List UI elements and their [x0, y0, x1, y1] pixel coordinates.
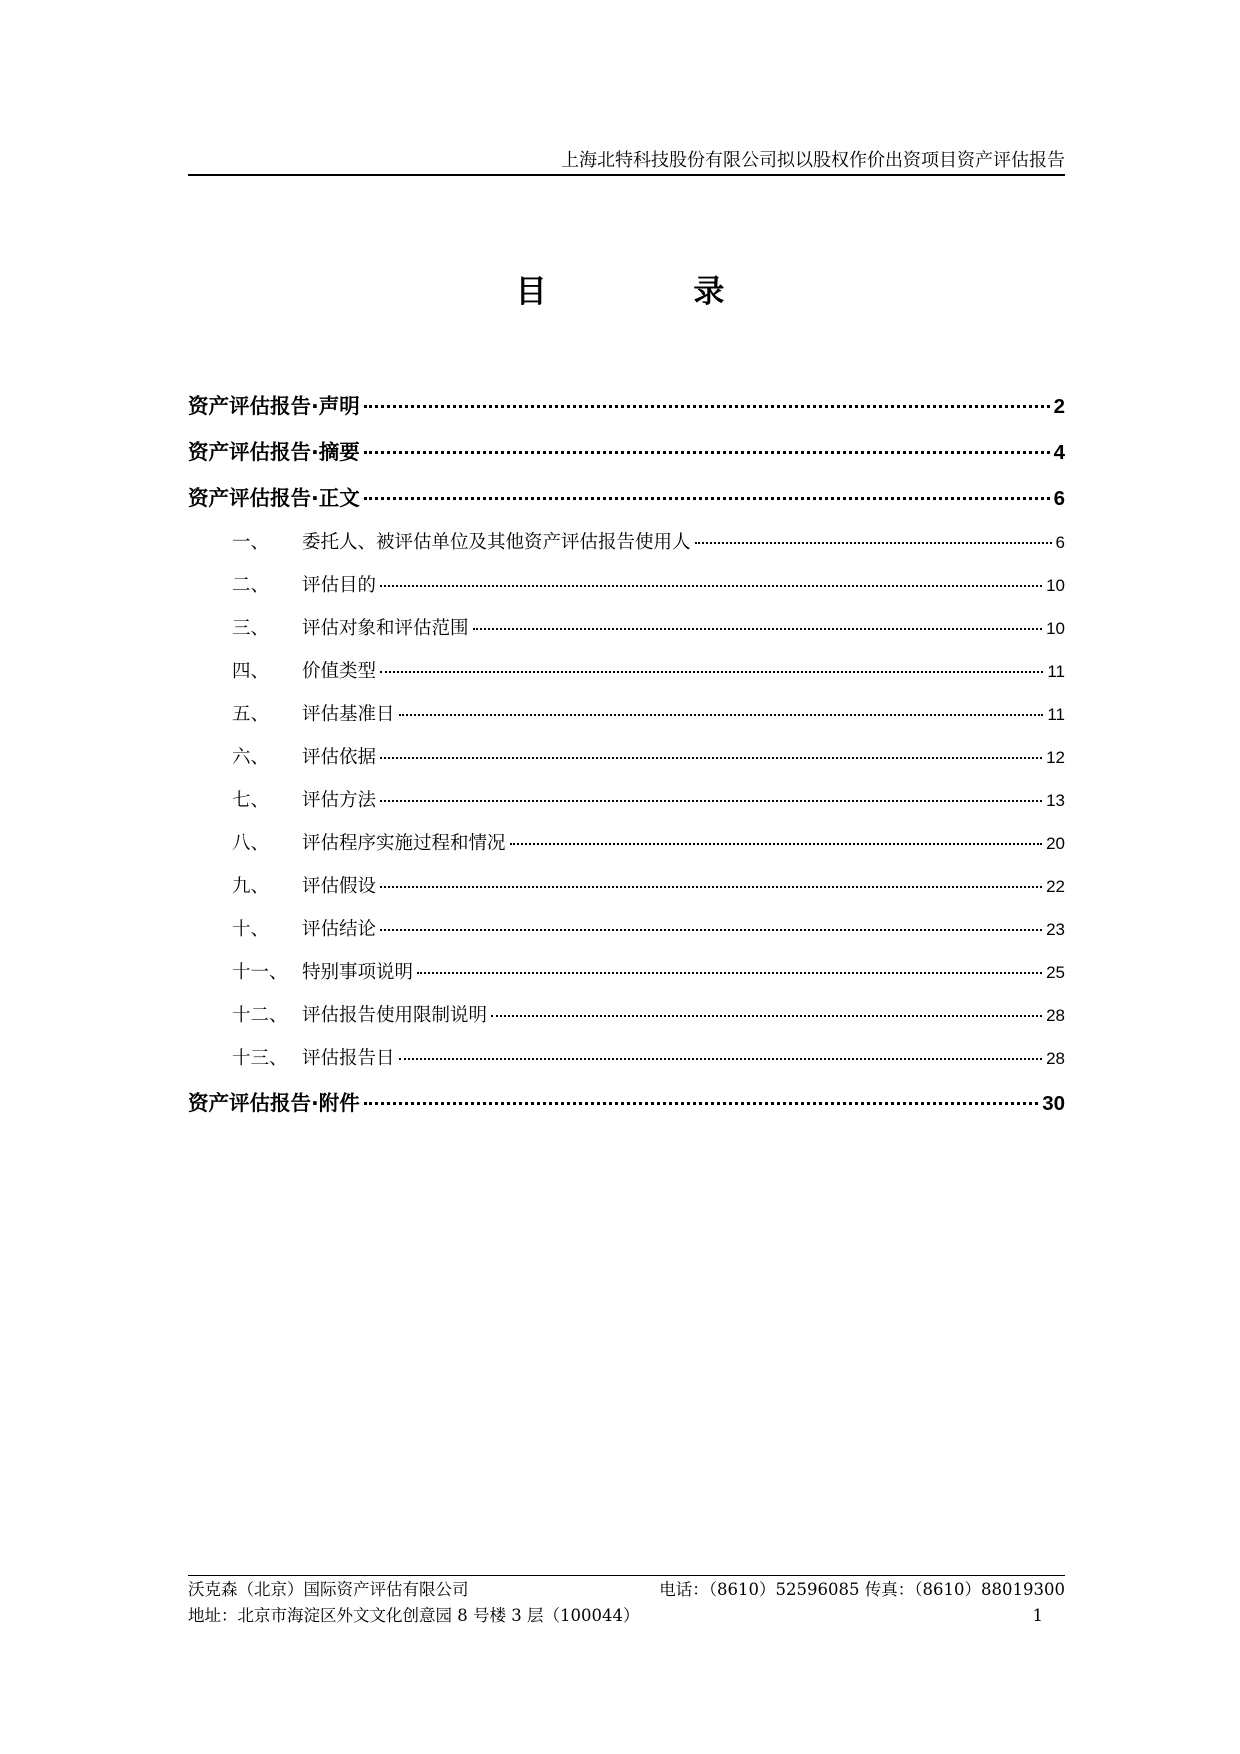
toc-entry[interactable] — [188, 650, 1065, 693]
toc-entry-page: 28 — [1046, 1049, 1065, 1068]
toc-entry-title: 特别事项说明 — [302, 962, 414, 983]
toc-entry[interactable] — [188, 429, 1065, 475]
toc-entry-number: 十一、 — [232, 962, 288, 983]
footer-divider — [188, 1575, 1065, 1576]
toc-entry[interactable] — [188, 865, 1065, 908]
toc-entry-title: 评估报告使用限制说明 — [302, 1005, 488, 1026]
toc-entry-page: 22 — [1046, 877, 1065, 896]
toc-entry-title: 资产评估报告·正文 — [188, 486, 360, 510]
toc-dot-leader — [417, 972, 1042, 974]
toc-entry-number: 七、 — [232, 790, 270, 811]
toc-entry-page: 25 — [1046, 963, 1065, 982]
toc-entry-title: 资产评估报告·声明 — [188, 394, 360, 418]
toc-entry[interactable] — [188, 475, 1065, 521]
page-title: 目 录 — [515, 274, 793, 310]
toc-entry-page: 20 — [1046, 834, 1065, 853]
toc-entry-number: 五、 — [232, 704, 270, 725]
toc-dot-leader — [380, 929, 1042, 931]
footer-page-number: 1 — [1032, 1606, 1043, 1625]
toc-entry-number: 二、 — [232, 575, 270, 596]
toc-dot-leader — [491, 1015, 1042, 1017]
toc-dot-leader — [473, 628, 1043, 630]
footer-contact: 电话：（8610）52596085 传真：（8610）88019300 — [659, 1580, 1065, 1599]
toc-entry-page: 6 — [1055, 533, 1065, 552]
toc-entry-page: 30 — [1042, 1092, 1065, 1115]
toc-dot-leader — [364, 1102, 1038, 1105]
toc-entry-title: 评估方法 — [302, 790, 377, 811]
toc-entry-page: 11 — [1047, 662, 1065, 681]
toc-entry[interactable] — [188, 779, 1065, 822]
toc-entry-page: 2 — [1053, 395, 1065, 418]
toc-entry[interactable] — [188, 1037, 1065, 1080]
toc-entry-page: 10 — [1046, 619, 1065, 638]
toc-entry[interactable] — [188, 736, 1065, 779]
toc-entry-page: 11 — [1047, 705, 1065, 724]
toc-entry-title: 委托人、被评估单位及其他资产评估报告使用人 — [302, 532, 691, 553]
footer-line-2 — [188, 1604, 1065, 1628]
toc-entry-title: 评估目的 — [302, 575, 377, 596]
toc-dot-leader — [364, 497, 1050, 500]
footer-address: 地址：北京市海淀区外文文化创意园 8 号楼 3 层（100044） — [188, 1606, 640, 1625]
toc-entry[interactable] — [188, 607, 1065, 650]
footer-line-1 — [188, 1578, 1065, 1602]
toc-entry-number: 四、 — [232, 661, 270, 682]
toc-entry-page: 6 — [1053, 487, 1065, 510]
toc-entry-title: 评估程序实施过程和情况 — [302, 833, 506, 854]
toc-entry-number: 十二、 — [232, 1005, 288, 1026]
toc-entry-number: 十三、 — [232, 1048, 288, 1069]
toc-entry[interactable] — [188, 908, 1065, 951]
toc-entry[interactable] — [188, 1080, 1065, 1126]
toc-entry[interactable] — [188, 564, 1065, 607]
toc-entry-title: 评估依据 — [302, 747, 377, 768]
toc-entry-title: 评估报告日 — [302, 1048, 395, 1069]
toc-entry-number: 一、 — [232, 532, 270, 553]
toc-dot-leader — [510, 843, 1043, 845]
toc-entry-number: 三、 — [232, 618, 270, 639]
header-divider — [188, 174, 1065, 176]
toc-entry-title: 价值类型 — [302, 661, 377, 682]
toc-entry-page: 4 — [1053, 441, 1065, 464]
toc-dot-leader — [695, 542, 1052, 544]
table-of-contents — [188, 383, 1065, 1126]
toc-entry[interactable] — [188, 994, 1065, 1037]
toc-dot-leader — [399, 714, 1044, 716]
toc-entry-number: 八、 — [232, 833, 270, 854]
toc-dot-leader — [380, 800, 1042, 802]
toc-entry-page: 10 — [1046, 576, 1065, 595]
toc-entry-title: 资产评估报告·附件 — [188, 1091, 360, 1115]
toc-entry-number: 十、 — [232, 919, 270, 940]
toc-entry-title: 评估假设 — [302, 876, 377, 897]
toc-dot-leader — [380, 886, 1042, 888]
toc-dot-leader — [364, 405, 1050, 408]
toc-entry-title: 评估基准日 — [302, 704, 395, 725]
toc-entry[interactable] — [188, 383, 1065, 429]
toc-entry-title: 评估对象和评估范围 — [302, 618, 469, 639]
toc-dot-leader — [364, 451, 1050, 454]
toc-entry-page: 13 — [1046, 791, 1065, 810]
toc-entry-page: 12 — [1046, 748, 1065, 767]
toc-entry-title: 评估结论 — [302, 919, 377, 940]
toc-entry[interactable] — [188, 822, 1065, 865]
footer-company: 沃克森（北京）国际资产评估有限公司 — [188, 1580, 469, 1599]
toc-dot-leader — [380, 757, 1042, 759]
toc-entry-page: 28 — [1046, 1006, 1065, 1025]
toc-entry[interactable] — [188, 693, 1065, 736]
running-header: 上海北特科技股份有限公司拟以股权作价出资项目资产评估报告 — [561, 150, 1065, 171]
toc-dot-leader — [399, 1058, 1043, 1060]
toc-dot-leader — [380, 671, 1043, 673]
toc-entry-page: 23 — [1046, 920, 1065, 939]
toc-entry-number: 九、 — [232, 876, 270, 897]
toc-entry[interactable] — [188, 521, 1065, 564]
toc-dot-leader — [380, 585, 1042, 587]
toc-entry-number: 六、 — [232, 747, 270, 768]
toc-entry[interactable] — [188, 951, 1065, 994]
toc-entry-title: 资产评估报告·摘要 — [188, 440, 360, 464]
